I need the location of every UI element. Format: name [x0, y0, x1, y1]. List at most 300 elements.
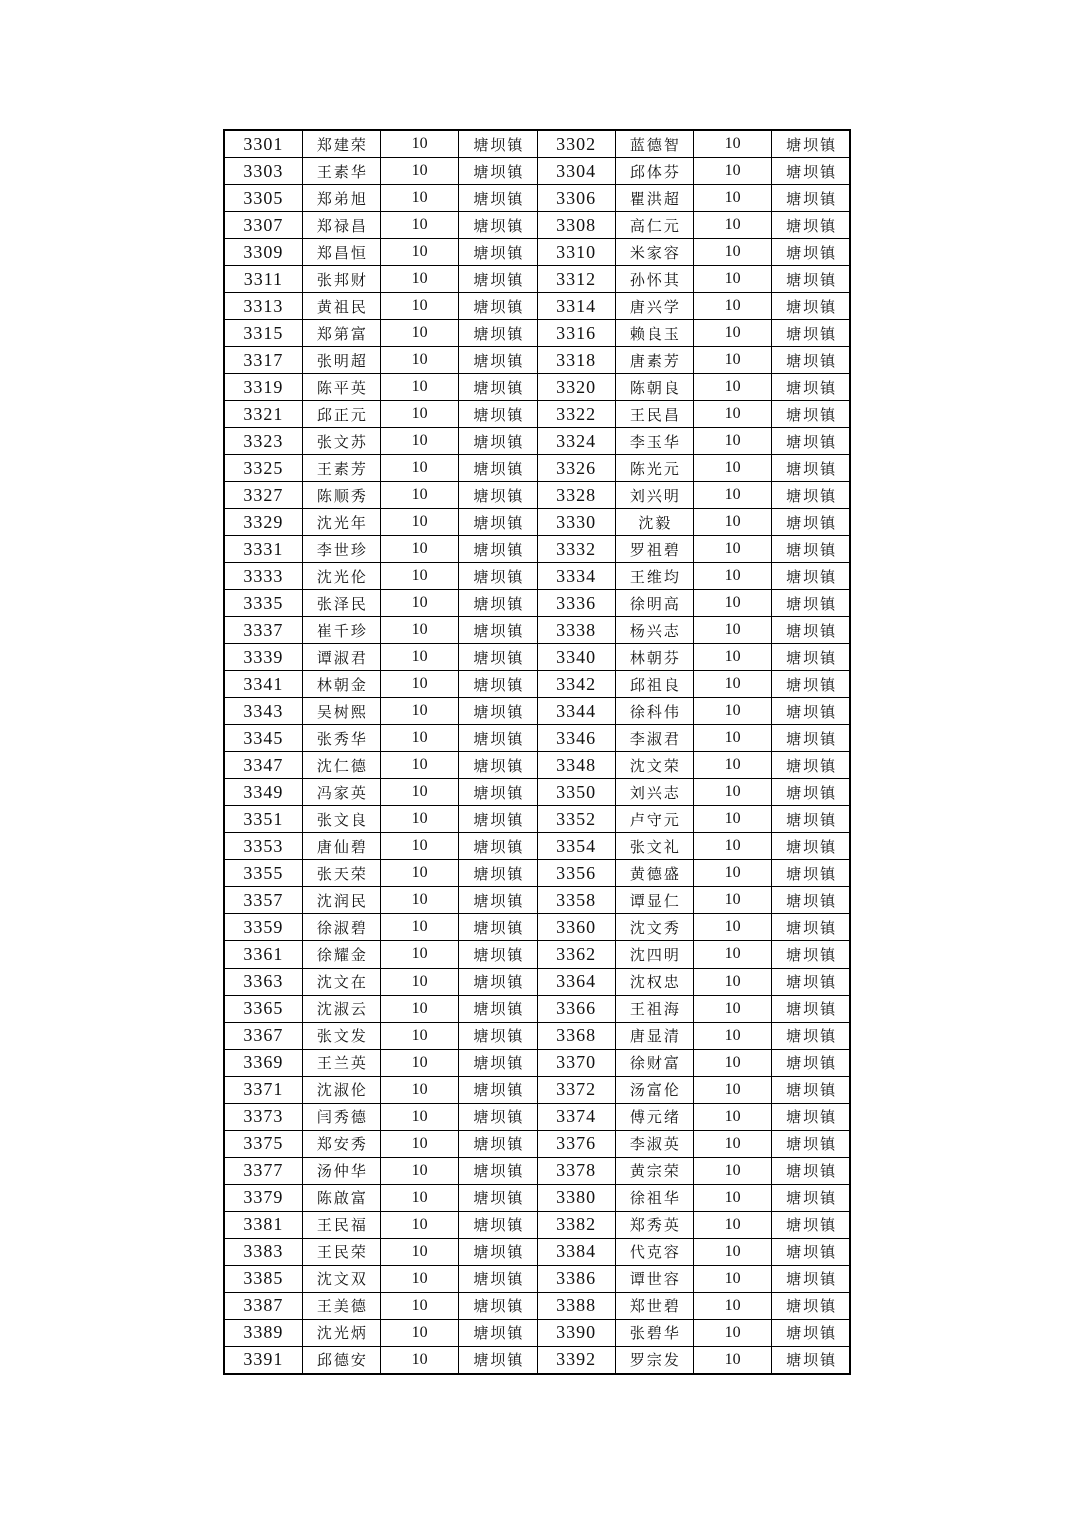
cell-amount: 10 — [694, 1319, 772, 1346]
cell-amount: 10 — [381, 617, 459, 644]
cell-name: 郑弟旭 — [302, 185, 380, 212]
cell-amount: 10 — [694, 1211, 772, 1238]
table-row — [224, 428, 850, 455]
cell-name: 张文良 — [302, 806, 380, 833]
cell-name: 王素芳 — [302, 455, 380, 482]
cell-amount: 10 — [381, 455, 459, 482]
cell-town: 塘坝镇 — [459, 374, 537, 401]
cell-name: 郑禄昌 — [302, 212, 380, 239]
cell-town: 塘坝镇 — [772, 1319, 850, 1346]
cell-amount: 10 — [694, 1103, 772, 1130]
cell-name: 张天荣 — [302, 860, 380, 887]
cell-amount: 10 — [381, 1211, 459, 1238]
cell-name: 郑建荣 — [302, 130, 380, 158]
cell-town: 塘坝镇 — [772, 887, 850, 914]
cell-number: 3333 — [224, 563, 302, 590]
table-row — [224, 1076, 850, 1103]
cell-number: 3330 — [537, 509, 615, 536]
cell-number: 3331 — [224, 536, 302, 563]
cell-town: 塘坝镇 — [459, 158, 537, 185]
cell-name: 王民昌 — [615, 401, 693, 428]
cell-town: 塘坝镇 — [459, 644, 537, 671]
cell-number: 3324 — [537, 428, 615, 455]
cell-amount: 10 — [381, 374, 459, 401]
cell-town: 塘坝镇 — [459, 455, 537, 482]
table-row — [224, 1265, 850, 1292]
cell-amount: 10 — [381, 266, 459, 293]
table-row — [224, 482, 850, 509]
cell-amount: 10 — [381, 1049, 459, 1076]
table-row — [224, 455, 850, 482]
table-row — [224, 1238, 850, 1265]
cell-number: 3358 — [537, 887, 615, 914]
cell-number: 3391 — [224, 1346, 302, 1374]
table-row — [224, 347, 850, 374]
cell-town: 塘坝镇 — [459, 1076, 537, 1103]
cell-town: 塘坝镇 — [772, 1292, 850, 1319]
cell-name: 杨兴志 — [615, 617, 693, 644]
cell-amount: 10 — [381, 779, 459, 806]
cell-amount: 10 — [694, 806, 772, 833]
cell-town: 塘坝镇 — [459, 1319, 537, 1346]
cell-number: 3306 — [537, 185, 615, 212]
table-row — [224, 698, 850, 725]
cell-number: 3350 — [537, 779, 615, 806]
cell-name: 郑安秀 — [302, 1130, 380, 1157]
cell-amount: 10 — [694, 185, 772, 212]
cell-amount: 10 — [381, 806, 459, 833]
table-row — [224, 130, 850, 158]
cell-number: 3338 — [537, 617, 615, 644]
cell-amount: 10 — [694, 833, 772, 860]
cell-town: 塘坝镇 — [772, 806, 850, 833]
cell-name: 沈光伦 — [302, 563, 380, 590]
cell-number: 3357 — [224, 887, 302, 914]
table-row — [224, 185, 850, 212]
cell-number: 3370 — [537, 1049, 615, 1076]
cell-number: 3320 — [537, 374, 615, 401]
cell-town: 塘坝镇 — [459, 1211, 537, 1238]
cell-town: 塘坝镇 — [459, 130, 537, 158]
cell-town: 塘坝镇 — [772, 266, 850, 293]
cell-town: 塘坝镇 — [772, 536, 850, 563]
cell-name: 林朝芬 — [615, 644, 693, 671]
cell-amount: 10 — [381, 833, 459, 860]
cell-amount: 10 — [381, 1157, 459, 1184]
table-row — [224, 1184, 850, 1211]
cell-name: 李淑英 — [615, 1130, 693, 1157]
cell-town: 塘坝镇 — [772, 1130, 850, 1157]
cell-number: 3323 — [224, 428, 302, 455]
cell-number: 3351 — [224, 806, 302, 833]
cell-name: 谭淑君 — [302, 644, 380, 671]
cell-number: 3364 — [537, 968, 615, 995]
cell-town: 塘坝镇 — [459, 401, 537, 428]
cell-name: 邱祖良 — [615, 671, 693, 698]
cell-number: 3368 — [537, 1022, 615, 1049]
table-row — [224, 509, 850, 536]
table-row — [224, 806, 850, 833]
cell-name: 沈文在 — [302, 968, 380, 995]
cell-amount: 10 — [381, 428, 459, 455]
cell-name: 陈啟富 — [302, 1184, 380, 1211]
cell-amount: 10 — [381, 401, 459, 428]
cell-amount: 10 — [381, 347, 459, 374]
cell-amount: 10 — [381, 212, 459, 239]
cell-amount: 10 — [694, 644, 772, 671]
cell-town: 塘坝镇 — [772, 185, 850, 212]
cell-town: 塘坝镇 — [459, 941, 537, 968]
cell-name: 蓝德智 — [615, 130, 693, 158]
cell-name: 郑世碧 — [615, 1292, 693, 1319]
cell-amount: 10 — [381, 1184, 459, 1211]
cell-amount: 10 — [381, 1076, 459, 1103]
table-row — [224, 725, 850, 752]
cell-town: 塘坝镇 — [459, 563, 537, 590]
cell-amount: 10 — [381, 1319, 459, 1346]
cell-number: 3353 — [224, 833, 302, 860]
cell-town: 塘坝镇 — [772, 1103, 850, 1130]
table-row — [224, 266, 850, 293]
cell-town: 塘坝镇 — [459, 752, 537, 779]
cell-amount: 10 — [694, 995, 772, 1022]
cell-town: 塘坝镇 — [459, 995, 537, 1022]
cell-name: 沈润民 — [302, 887, 380, 914]
cell-amount: 10 — [381, 941, 459, 968]
cell-amount: 10 — [694, 266, 772, 293]
cell-name: 沈光炳 — [302, 1319, 380, 1346]
cell-name: 张邦财 — [302, 266, 380, 293]
cell-name: 代克容 — [615, 1238, 693, 1265]
cell-name: 沈权忠 — [615, 968, 693, 995]
cell-town: 塘坝镇 — [459, 914, 537, 941]
cell-town: 塘坝镇 — [772, 698, 850, 725]
cell-number: 3329 — [224, 509, 302, 536]
cell-name: 罗宗发 — [615, 1346, 693, 1374]
cell-name: 瞿洪超 — [615, 185, 693, 212]
cell-town: 塘坝镇 — [772, 1184, 850, 1211]
cell-town: 塘坝镇 — [772, 1076, 850, 1103]
cell-amount: 10 — [381, 158, 459, 185]
cell-name: 郑秀英 — [615, 1211, 693, 1238]
cell-amount: 10 — [694, 1130, 772, 1157]
cell-name: 陈朝良 — [615, 374, 693, 401]
cell-number: 3390 — [537, 1319, 615, 1346]
cell-name: 崔千珍 — [302, 617, 380, 644]
cell-number: 3313 — [224, 293, 302, 320]
cell-amount: 10 — [381, 698, 459, 725]
cell-number: 3383 — [224, 1238, 302, 1265]
cell-amount: 10 — [381, 1346, 459, 1374]
cell-number: 3354 — [537, 833, 615, 860]
cell-name: 张文苏 — [302, 428, 380, 455]
cell-number: 3369 — [224, 1049, 302, 1076]
cell-name: 冯家英 — [302, 779, 380, 806]
cell-amount: 10 — [381, 1103, 459, 1130]
cell-name: 李世珍 — [302, 536, 380, 563]
cell-number: 3388 — [537, 1292, 615, 1319]
cell-number: 3307 — [224, 212, 302, 239]
cell-amount: 10 — [694, 779, 772, 806]
cell-number: 3386 — [537, 1265, 615, 1292]
cell-name: 张明超 — [302, 347, 380, 374]
cell-number: 3335 — [224, 590, 302, 617]
cell-number: 3384 — [537, 1238, 615, 1265]
cell-name: 徐明高 — [615, 590, 693, 617]
cell-amount: 10 — [694, 1292, 772, 1319]
cell-amount: 10 — [694, 1238, 772, 1265]
cell-number: 3365 — [224, 995, 302, 1022]
cell-amount: 10 — [694, 1157, 772, 1184]
cell-name: 邱正元 — [302, 401, 380, 428]
cell-number: 3382 — [537, 1211, 615, 1238]
cell-name: 黄宗荣 — [615, 1157, 693, 1184]
cell-number: 3339 — [224, 644, 302, 671]
cell-name: 沈光年 — [302, 509, 380, 536]
cell-number: 3342 — [537, 671, 615, 698]
cell-amount: 10 — [694, 698, 772, 725]
cell-amount: 10 — [694, 590, 772, 617]
cell-town: 塘坝镇 — [772, 212, 850, 239]
cell-town: 塘坝镇 — [772, 455, 850, 482]
cell-town: 塘坝镇 — [459, 320, 537, 347]
table-row — [224, 401, 850, 428]
cell-town: 塘坝镇 — [459, 1157, 537, 1184]
cell-amount: 10 — [381, 914, 459, 941]
cell-name: 唐显清 — [615, 1022, 693, 1049]
cell-amount: 10 — [694, 563, 772, 590]
cell-town: 塘坝镇 — [772, 1238, 850, 1265]
table-row — [224, 914, 850, 941]
cell-number: 3381 — [224, 1211, 302, 1238]
cell-number: 3341 — [224, 671, 302, 698]
cell-name: 张秀华 — [302, 725, 380, 752]
cell-name: 唐仙碧 — [302, 833, 380, 860]
table-row — [224, 1319, 850, 1346]
cell-number: 3336 — [537, 590, 615, 617]
cell-number: 3311 — [224, 266, 302, 293]
records-table — [223, 129, 851, 1375]
cell-number: 3374 — [537, 1103, 615, 1130]
cell-number: 3372 — [537, 1076, 615, 1103]
table-row — [224, 1049, 850, 1076]
cell-name: 罗祖碧 — [615, 536, 693, 563]
cell-town: 塘坝镇 — [772, 130, 850, 158]
cell-name: 沈淑云 — [302, 995, 380, 1022]
cell-town: 塘坝镇 — [772, 941, 850, 968]
cell-number: 3366 — [537, 995, 615, 1022]
cell-town: 塘坝镇 — [459, 779, 537, 806]
cell-number: 3312 — [537, 266, 615, 293]
cell-number: 3387 — [224, 1292, 302, 1319]
table-row — [224, 968, 850, 995]
cell-town: 塘坝镇 — [459, 347, 537, 374]
table-row — [224, 1130, 850, 1157]
cell-amount: 10 — [694, 130, 772, 158]
cell-number: 3378 — [537, 1157, 615, 1184]
cell-town: 塘坝镇 — [772, 1211, 850, 1238]
cell-town: 塘坝镇 — [772, 482, 850, 509]
cell-amount: 10 — [381, 968, 459, 995]
table-row — [224, 617, 850, 644]
cell-town: 塘坝镇 — [772, 968, 850, 995]
cell-amount: 10 — [381, 536, 459, 563]
cell-number: 3332 — [537, 536, 615, 563]
cell-number: 3301 — [224, 130, 302, 158]
cell-town: 塘坝镇 — [459, 1346, 537, 1374]
cell-number: 3317 — [224, 347, 302, 374]
cell-number: 3356 — [537, 860, 615, 887]
cell-name: 张碧华 — [615, 1319, 693, 1346]
cell-town: 塘坝镇 — [772, 833, 850, 860]
cell-name: 徐科伟 — [615, 698, 693, 725]
cell-town: 塘坝镇 — [459, 860, 537, 887]
cell-town: 塘坝镇 — [459, 1238, 537, 1265]
cell-town: 塘坝镇 — [459, 1103, 537, 1130]
table-row — [224, 995, 850, 1022]
cell-number: 3373 — [224, 1103, 302, 1130]
cell-amount: 10 — [694, 941, 772, 968]
cell-number: 3361 — [224, 941, 302, 968]
cell-amount: 10 — [381, 860, 459, 887]
cell-number: 3352 — [537, 806, 615, 833]
cell-town: 塘坝镇 — [772, 509, 850, 536]
cell-name: 沈文荣 — [615, 752, 693, 779]
table-row — [224, 293, 850, 320]
cell-town: 塘坝镇 — [459, 698, 537, 725]
cell-amount: 10 — [694, 1076, 772, 1103]
cell-amount: 10 — [381, 644, 459, 671]
cell-name: 徐淑碧 — [302, 914, 380, 941]
table-row — [224, 320, 850, 347]
cell-amount: 10 — [694, 320, 772, 347]
cell-number: 3327 — [224, 482, 302, 509]
cell-name: 陈顺秀 — [302, 482, 380, 509]
cell-town: 塘坝镇 — [772, 563, 850, 590]
table-row — [224, 1346, 850, 1374]
cell-number: 3380 — [537, 1184, 615, 1211]
cell-name: 谭显仁 — [615, 887, 693, 914]
cell-town: 塘坝镇 — [459, 1130, 537, 1157]
cell-name: 谭世容 — [615, 1265, 693, 1292]
cell-number: 3389 — [224, 1319, 302, 1346]
cell-number: 3359 — [224, 914, 302, 941]
cell-name: 赖良玉 — [615, 320, 693, 347]
cell-number: 3318 — [537, 347, 615, 374]
table-row — [224, 590, 850, 617]
cell-name: 郑昌恒 — [302, 239, 380, 266]
cell-town: 塘坝镇 — [459, 671, 537, 698]
cell-name: 王民福 — [302, 1211, 380, 1238]
cell-amount: 10 — [694, 1346, 772, 1374]
cell-amount: 10 — [381, 1292, 459, 1319]
table-row — [224, 887, 850, 914]
cell-town: 塘坝镇 — [459, 806, 537, 833]
cell-town: 塘坝镇 — [772, 347, 850, 374]
cell-town: 塘坝镇 — [459, 1022, 537, 1049]
cell-amount: 10 — [694, 536, 772, 563]
table-row — [224, 239, 850, 266]
table-row — [224, 752, 850, 779]
cell-town: 塘坝镇 — [459, 590, 537, 617]
cell-amount: 10 — [694, 1265, 772, 1292]
cell-amount: 10 — [694, 509, 772, 536]
cell-name: 刘兴志 — [615, 779, 693, 806]
records-tbody — [224, 130, 850, 1374]
cell-amount: 10 — [381, 1130, 459, 1157]
cell-amount: 10 — [694, 860, 772, 887]
cell-town: 塘坝镇 — [459, 266, 537, 293]
table-row — [224, 1157, 850, 1184]
cell-town: 塘坝镇 — [459, 482, 537, 509]
cell-number: 3346 — [537, 725, 615, 752]
cell-amount: 10 — [694, 725, 772, 752]
cell-amount: 10 — [381, 293, 459, 320]
cell-amount: 10 — [694, 347, 772, 374]
cell-number: 3315 — [224, 320, 302, 347]
cell-name: 黄祖民 — [302, 293, 380, 320]
cell-town: 塘坝镇 — [459, 428, 537, 455]
cell-number: 3303 — [224, 158, 302, 185]
cell-name: 高仁元 — [615, 212, 693, 239]
cell-number: 3349 — [224, 779, 302, 806]
cell-name: 沈仁德 — [302, 752, 380, 779]
cell-name: 唐素芳 — [615, 347, 693, 374]
cell-number: 3322 — [537, 401, 615, 428]
cell-town: 塘坝镇 — [772, 401, 850, 428]
cell-name: 沈文秀 — [615, 914, 693, 941]
cell-amount: 10 — [381, 239, 459, 266]
table-row — [224, 941, 850, 968]
cell-town: 塘坝镇 — [772, 428, 850, 455]
table-row — [224, 860, 850, 887]
table-row — [224, 1022, 850, 1049]
cell-amount: 10 — [694, 968, 772, 995]
cell-amount: 10 — [694, 482, 772, 509]
cell-town: 塘坝镇 — [459, 617, 537, 644]
cell-amount: 10 — [694, 374, 772, 401]
cell-number: 3325 — [224, 455, 302, 482]
cell-name: 闫秀德 — [302, 1103, 380, 1130]
cell-name: 王兰英 — [302, 1049, 380, 1076]
cell-number: 3310 — [537, 239, 615, 266]
cell-amount: 10 — [694, 428, 772, 455]
cell-number: 3367 — [224, 1022, 302, 1049]
cell-number: 3304 — [537, 158, 615, 185]
cell-number: 3305 — [224, 185, 302, 212]
cell-number: 3376 — [537, 1130, 615, 1157]
cell-name: 邱体芬 — [615, 158, 693, 185]
cell-number: 3363 — [224, 968, 302, 995]
table-row — [224, 536, 850, 563]
cell-amount: 10 — [381, 725, 459, 752]
cell-number: 3343 — [224, 698, 302, 725]
cell-town: 塘坝镇 — [772, 671, 850, 698]
cell-number: 3326 — [537, 455, 615, 482]
cell-name: 王素华 — [302, 158, 380, 185]
cell-town: 塘坝镇 — [772, 1265, 850, 1292]
cell-town: 塘坝镇 — [459, 1265, 537, 1292]
cell-name: 卢守元 — [615, 806, 693, 833]
cell-number: 3371 — [224, 1076, 302, 1103]
cell-town: 塘坝镇 — [459, 833, 537, 860]
cell-amount: 10 — [381, 671, 459, 698]
cell-name: 孙怀其 — [615, 266, 693, 293]
cell-number: 3375 — [224, 1130, 302, 1157]
cell-name: 张文礼 — [615, 833, 693, 860]
cell-name: 林朝金 — [302, 671, 380, 698]
cell-town: 塘坝镇 — [772, 752, 850, 779]
